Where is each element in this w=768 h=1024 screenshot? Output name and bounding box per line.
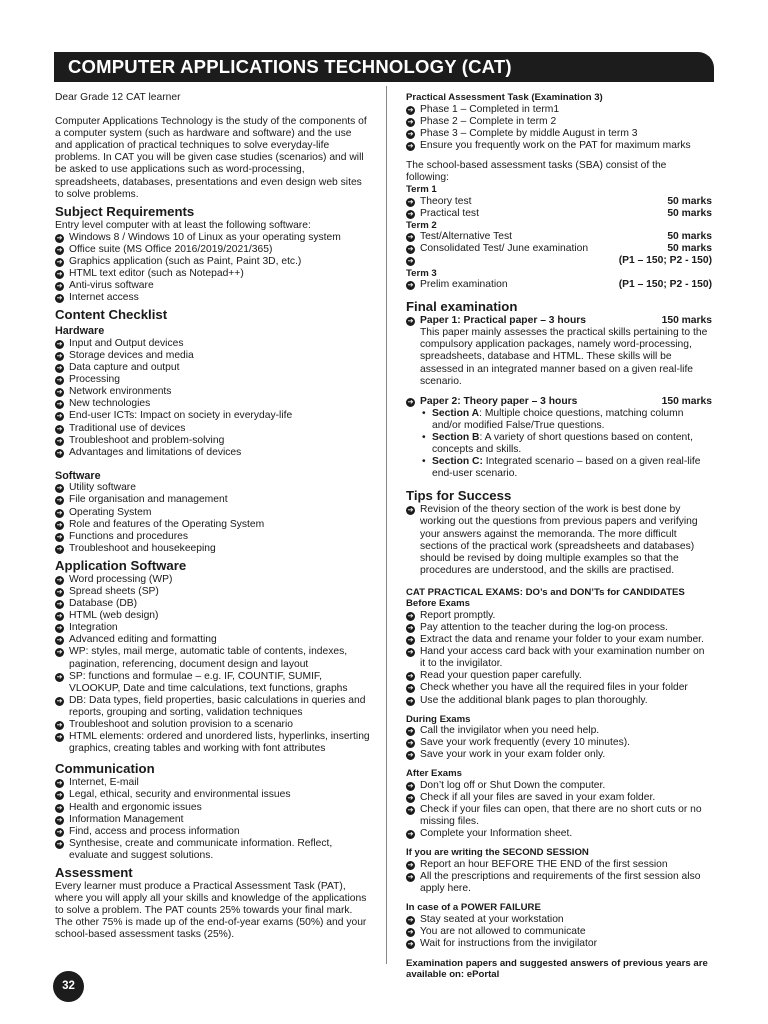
sba-row: [406, 279, 712, 291]
list-item: [406, 682, 712, 694]
arrow-icon: ➔: [56, 509, 63, 517]
arrow-icon: ➔: [407, 398, 414, 406]
list-item: [55, 494, 370, 506]
list-item-text: Traditional use of devices: [69, 422, 186, 434]
assessment-text: Every learner must produce a Practical Assessment Task (PAT), where you will apply all your skills and knowledge of the applications to solve a problem. The PAT counts 25% towards your final mark. The other 75% is made up of the end-of-year exams (50%) and your school-based assessment tasks (25%).: [55, 880, 367, 941]
list-item: [55, 386, 370, 398]
arrow-icon: ➔: [56, 401, 63, 409]
paper1-marks: 150 marks: [661, 315, 712, 327]
arrow-icon: ➔: [56, 589, 63, 596]
arrow-icon: ➔: [407, 258, 414, 266]
content-checklist-heading: Content Checklist: [55, 307, 168, 323]
list-item: [406, 871, 712, 895]
before-exams-list: [406, 610, 712, 707]
list-item-text: Anti-virus software: [69, 280, 154, 292]
list-item-text: Advanced editing and formatting: [69, 634, 217, 646]
list-item-text: Save your work in your exam folder only.: [420, 749, 606, 761]
list-item-text: DB: Data types, field properties, basic calculations in queries and reports, grouping and sorting, validation techniques: [69, 694, 366, 718]
list-item: [55, 410, 370, 422]
arrow-icon: ➔: [407, 673, 414, 681]
arrow-icon: ➔: [56, 840, 63, 848]
sba-row: [406, 243, 712, 255]
list-item-text: Graphics application (such as Paint, Paint 3D, etc.): [69, 256, 302, 268]
subject-requirements-heading: Subject Requirements: [55, 203, 195, 219]
list-item-text: New technologies: [69, 398, 151, 410]
list-item-text: Storage devices and media: [69, 350, 194, 361]
list-item: [55, 543, 370, 555]
list-item: [406, 646, 712, 670]
arrow-icon: ➔: [56, 601, 63, 609]
arrow-icon: ➔: [407, 507, 414, 515]
arrow-icon: ➔: [407, 740, 414, 748]
list-item: [55, 814, 370, 826]
list-item-text: Call the invigilator when you need help.: [420, 725, 600, 737]
list-item: [406, 116, 712, 128]
list-item: [55, 574, 370, 586]
sba-row-marks: (P1 – 150; P2 - 150): [618, 255, 712, 267]
list-item: [55, 435, 370, 447]
term1-heading: Term 1: [406, 184, 437, 196]
list-item: [55, 802, 370, 814]
list-item-text: Synthesise, create and communicate information. Reflect, evaluate and suggest solutions.: [69, 837, 333, 861]
arrow-icon: ➔: [56, 816, 63, 824]
list-item-text: Word processing (WP): [69, 573, 173, 585]
list-item: [406, 128, 712, 140]
list-item: [55, 598, 370, 610]
list-item: [55, 280, 370, 292]
section-b: [406, 432, 712, 456]
list-item-text: Windows 8 / Windows 10 of Linux as your operating system: [69, 231, 341, 243]
list-item: [55, 646, 370, 670]
after-exams-heading: After Exams: [406, 768, 462, 780]
list-item-text: Functions and procedures: [69, 530, 189, 542]
list-item: [55, 507, 370, 519]
list-item-text: Complete your Information sheet.: [420, 828, 573, 840]
arrow-icon: ➔: [56, 722, 63, 730]
arrow-icon: ➔: [407, 282, 414, 290]
greeting: Dear Grade 12 CAT learner: [55, 92, 181, 103]
section-c: [406, 456, 712, 480]
arrow-icon: ➔: [56, 246, 63, 254]
list-item-text: Report promptly.: [420, 609, 496, 621]
section-b-text: : A variety of short questions based on content, concepts and skills.: [432, 431, 694, 456]
paper2-marks: 150 marks: [661, 395, 712, 407]
list-item: [55, 671, 370, 695]
arrow-icon: ➔: [56, 828, 63, 836]
arrow-icon: ➔: [407, 874, 414, 881]
term2-list: [406, 231, 712, 267]
arrow-icon: ➔: [56, 234, 63, 242]
arrow-icon: ➔: [56, 734, 63, 742]
arrow-icon: ➔: [56, 377, 63, 385]
communication-heading: Communication: [55, 761, 155, 777]
pat-list: [406, 104, 712, 152]
list-item: [55, 423, 370, 435]
arrow-icon: ➔: [407, 210, 414, 218]
during-exams-list: [406, 725, 712, 761]
list-item: [55, 232, 370, 244]
list-item-text: Input and Output devices: [69, 337, 184, 349]
application-software-heading: Application Software: [55, 557, 187, 573]
tips-heading: Tips for Success: [406, 488, 512, 504]
list-item-text: Network environments: [69, 386, 172, 398]
second-session-list: [406, 859, 712, 895]
arrow-icon: ➔: [56, 449, 63, 457]
second-session-heading: If you are writing the SECOND SESSION: [406, 847, 589, 859]
arrow-icon: ➔: [56, 437, 63, 445]
list-item: [406, 828, 712, 840]
list-item-text: Report an hour BEFORE THE END of the first session: [420, 858, 668, 870]
page-number: 32: [53, 971, 84, 1002]
list-item-text: Phase 2 – Complete in term 2: [420, 115, 557, 127]
section-a: [406, 408, 712, 432]
list-item: [406, 938, 712, 950]
list-item: [55, 622, 370, 634]
list-item: [55, 482, 370, 494]
term1-list: [406, 196, 712, 220]
sba-row: [406, 231, 712, 243]
list-item: [406, 622, 712, 634]
list-item-text: File organisation and management: [69, 494, 228, 506]
list-item: [406, 749, 712, 761]
arrow-icon: ➔: [407, 612, 414, 620]
arrow-icon: ➔: [407, 625, 414, 632]
list-item: [406, 610, 712, 622]
list-item: [55, 362, 370, 374]
arrow-icon: ➔: [56, 365, 63, 373]
footer-note: Examination papers and suggested answers of previous years are available on: ePortal: [406, 957, 708, 981]
sba-row-label: Prelim examination: [420, 279, 508, 291]
hardware-heading: Hardware: [55, 325, 105, 338]
list-item-text: Role and features of the Operating System: [69, 518, 265, 530]
list-item-text: Don’t log off or Shut Down the computer.: [420, 779, 606, 791]
arrow-icon: ➔: [407, 928, 414, 936]
column-divider: [386, 86, 387, 964]
pat-heading: Practical Assessment Task (Examination 3): [406, 92, 603, 103]
left-column: [55, 92, 370, 941]
paper1-row: [406, 315, 712, 327]
dos-donts-heading: CAT PRACTICAL EXAMS: DO’s and DON’Ts for CANDIDATES: [406, 586, 685, 598]
list-item: [55, 531, 370, 543]
arrow-icon: ➔: [56, 259, 63, 267]
list-item-text: Office suite (MS Office 2016/2019/2021/365): [69, 243, 273, 255]
list-item-text: Wait for instructions from the invigilator: [420, 937, 598, 949]
power-failure-heading: In case of a POWER FAILURE: [406, 902, 541, 914]
paper1-label: Paper 1: Practical paper – 3 hours: [420, 315, 586, 327]
arrow-icon: ➔: [56, 780, 63, 788]
list-item: [55, 731, 370, 755]
arrow-icon: ➔: [56, 340, 63, 348]
section-c-name: Section C:: [432, 456, 483, 468]
list-item: [55, 338, 370, 350]
list-item: [406, 725, 712, 737]
arrow-icon: ➔: [56, 576, 63, 584]
arrow-icon: ➔: [407, 198, 414, 206]
sba-row: [406, 208, 712, 220]
arrow-icon: ➔: [407, 697, 414, 705]
list-item-text: Phase 1 – Completed in term1: [420, 103, 560, 115]
assessment-heading: Assessment: [55, 864, 133, 880]
list-item-text: Check if your files can open, that there are no short cuts or no missing files.: [420, 804, 702, 828]
section-c-text: Integrated scenario – based on a given real-life end-user scenario.: [432, 456, 701, 480]
list-item-text: Processing: [69, 374, 120, 386]
sba-row: [406, 255, 712, 267]
sba-row: [406, 196, 712, 208]
term2-heading: Term 2: [406, 219, 437, 231]
arrow-icon: ➔: [56, 497, 63, 505]
list-item-text: Check if all your files are saved in your exam folder.: [420, 792, 656, 804]
list-item: [406, 670, 712, 682]
software-heading: Software: [55, 469, 101, 482]
list-item: [55, 586, 370, 598]
list-item-text: Health and ergonomic issues: [69, 801, 202, 813]
list-item-text: Legal, ethical, security and environmental issues: [69, 789, 291, 801]
list-item-text: HTML elements: ordered and unordered lists, hyperlinks, inserting graphics, creating tables and working with font attributes: [69, 731, 370, 755]
list-item-text: SP: functions and formulae – e.g. IF, COUNTIF, SUMIF, VLOOKUP, Date and time calculations, text functions, graphs: [69, 670, 348, 694]
arrow-icon: ➔: [407, 649, 414, 657]
list-item-text: Information Management: [69, 813, 184, 825]
list-item-text: HTML (web design): [69, 610, 159, 622]
paper2-row: [406, 396, 712, 408]
arrow-icon: ➔: [407, 782, 414, 790]
intro-paragraph: Computer Applications Technology is the study of the components of a computer system (such as hardware and software) and the use and application of practical techniques to solve everyday-life problems. In CAT you will be given case studies (scenarios) and will be asked to use applications such as word-processing, spreadsheets, databases, presentations and even design web sites to solve problems.: [55, 116, 367, 200]
sba-row-marks: 50 marks: [667, 207, 712, 219]
list-item-text: Ensure you frequently work on the PAT for maximum marks: [420, 139, 691, 151]
arrow-icon: ➔: [56, 533, 63, 541]
list-item-text: Extract the data and rename your folder to your exam number.: [420, 634, 704, 646]
paper2-sections: [406, 408, 712, 481]
list-item: [55, 777, 370, 789]
list-item: [55, 374, 370, 386]
term3-heading: Term 3: [406, 267, 437, 279]
list-item-text: Database (DB): [69, 598, 138, 610]
list-item: [55, 634, 370, 646]
list-item: [55, 519, 370, 531]
list-item: [55, 719, 370, 731]
sba-row-label: Consolidated Test/ June examination: [420, 243, 589, 255]
list-item: [55, 610, 370, 622]
list-item: [406, 104, 712, 116]
subject-requirements-text: Entry level computer with at least the following software:: [55, 219, 311, 231]
list-item: [55, 256, 370, 268]
list-item-text: Advantages and limitations of devices: [69, 446, 242, 458]
section-b-name: Section B: [432, 431, 480, 443]
list-item: [55, 447, 370, 459]
arrow-icon: ➔: [56, 804, 63, 812]
arrow-icon: ➔: [56, 649, 63, 657]
list-item-text: Pay attention to the teacher during the log-on process.: [420, 622, 668, 633]
list-item-text: You are not allowed to communicate: [420, 925, 586, 937]
arrow-icon: ➔: [56, 425, 63, 433]
list-item: [55, 268, 370, 280]
arrow-icon: ➔: [56, 697, 63, 705]
during-exams-heading: During Exams: [406, 713, 471, 725]
list-item-text: Spread sheets (SP): [69, 586, 159, 597]
list-item-text: HTML text editor (such as Notepad++): [69, 268, 244, 280]
arrow-icon: ➔: [407, 637, 414, 645]
arrow-icon: ➔: [407, 807, 414, 815]
sba-row-marks: 50 marks: [667, 231, 712, 243]
arrow-icon: ➔: [407, 728, 414, 736]
arrow-icon: ➔: [56, 625, 63, 633]
sba-row-marks: 50 marks: [667, 243, 712, 255]
arrow-icon: ➔: [407, 246, 414, 254]
list-item: [55, 789, 370, 801]
arrow-icon: ➔: [56, 792, 63, 800]
list-item-text: Troubleshoot and solution provision to a scenario: [69, 719, 293, 731]
list-item-text: Troubleshoot and problem-solving: [69, 434, 225, 446]
sba-row-marks: (P1 – 150; P2 - 150): [618, 279, 712, 291]
list-item: [406, 780, 712, 792]
list-item-text: Find, access and process information: [69, 825, 240, 837]
arrow-icon: ➔: [56, 271, 63, 279]
list-item-text: Operating System: [69, 506, 152, 518]
right-column: [406, 92, 712, 981]
list-item: [55, 826, 370, 838]
page-title-banner: COMPUTER APPLICATIONS TECHNOLOGY (CAT): [54, 52, 714, 82]
list-item-text: Integration: [69, 622, 118, 634]
list-item: [55, 398, 370, 410]
list-item: [406, 695, 712, 707]
arrow-icon: ➔: [407, 118, 414, 126]
arrow-icon: ➔: [56, 637, 63, 645]
list-item-text: Troubleshoot and housekeeping: [69, 542, 216, 554]
arrow-icon: ➔: [56, 521, 63, 529]
list-item: [406, 914, 712, 926]
arrow-icon: ➔: [407, 916, 414, 924]
arrow-icon: ➔: [407, 142, 414, 150]
section-a-name: Section A: [432, 407, 480, 419]
list-item: [406, 792, 712, 804]
sba-row-label: Practical test: [420, 207, 479, 219]
software-list: [55, 482, 370, 555]
paper1-text: This paper mainly assesses the practical skills pertaining to the compulsory application packages, namely word-processing, spreadsheets, database and HTML. These skills will be assessed in an integrated manner based on a given real-life scenario.: [420, 327, 708, 387]
sba-row-marks: 50 marks: [667, 195, 712, 207]
list-item-text: End-user ICTs: Impact on society in everyday-life: [69, 410, 293, 422]
sba-intro: The school-based assessment tasks (SBA) consist of the following:: [406, 159, 667, 183]
arrow-icon: ➔: [56, 613, 63, 621]
final-exam-heading: Final examination: [406, 299, 518, 315]
list-item-text: Read your question paper carefully.: [420, 670, 582, 682]
before-exams-heading: Before Exams: [406, 598, 470, 610]
tips-item: [406, 504, 712, 577]
paper2-label: Paper 2: Theory paper – 3 hours: [420, 395, 578, 407]
arrow-icon: ➔: [56, 353, 63, 360]
list-item: [406, 926, 712, 938]
arrow-icon: ➔: [56, 295, 63, 303]
arrow-icon: ➔: [407, 685, 414, 693]
arrow-icon: ➔: [56, 283, 63, 291]
list-item: [55, 244, 370, 256]
communication-list: [55, 777, 370, 862]
list-item-text: Use the additional blank pages to plan thoroughly.: [420, 694, 648, 706]
list-item-text: WP: styles, mail merge, automatic table of contents, indexes, pagination, referencing, document design and layout: [69, 646, 348, 670]
arrow-icon: ➔: [407, 752, 414, 760]
arrow-icon: ➔: [56, 413, 63, 421]
list-item: [55, 350, 370, 362]
list-item-text: Stay seated at your workstation: [420, 913, 564, 925]
list-item-text: Internet, E-mail: [69, 777, 139, 789]
arrow-icon: ➔: [407, 106, 414, 114]
term3-list: [406, 279, 712, 291]
list-item: [55, 695, 370, 719]
list-item: [55, 292, 370, 304]
hardware-list: [55, 338, 370, 459]
list-item: [406, 140, 712, 152]
list-item-text: Check whether you have all the required files in your folder: [420, 682, 688, 694]
arrow-icon: ➔: [56, 389, 63, 397]
list-item: [406, 804, 712, 828]
arrow-icon: ➔: [407, 234, 414, 242]
application-software-list: [55, 574, 370, 755]
list-item-text: Internet access: [69, 292, 139, 304]
list-item: [55, 838, 370, 862]
list-item-text: All the prescriptions and requirements of the first session also apply here.: [420, 871, 701, 895]
list-item: [406, 634, 712, 646]
list-item-text: Utility software: [69, 482, 136, 494]
arrow-icon: ➔: [407, 831, 414, 839]
arrow-icon: ➔: [407, 940, 414, 948]
arrow-icon: ➔: [407, 130, 414, 138]
section-a-text: : Multiple choice questions, matching column and/or modified False/True questions.: [432, 407, 684, 431]
arrow-icon: ➔: [407, 318, 414, 326]
tips-text: Revision of the theory section of the work is best done by working out the questions from previous papers and verifying your answers against the memoranda. The more difficult sections of the practical work (spreadsheets and databases) should be revised by doing multiple examples so that the procedures are understood, and the skills are practised.: [420, 504, 698, 576]
list-item-text: Save your work frequently (every 10 minutes).: [420, 737, 631, 749]
after-exams-list: [406, 780, 712, 840]
sba-row-label: Test/Alternative Test: [420, 231, 512, 243]
arrow-icon: ➔: [56, 545, 63, 553]
list-item-text: Phase 3 – Complete by middle August in term 3: [420, 127, 638, 139]
list-item-text: Data capture and output: [69, 362, 180, 374]
arrow-icon: ➔: [56, 673, 63, 681]
subject-requirements-list: [55, 232, 370, 305]
sba-row-label: Theory test: [420, 195, 472, 207]
arrow-icon: ➔: [56, 485, 63, 493]
list-item-text: Hand your access card back with your examination number on it to the invigilator.: [420, 646, 705, 670]
list-item: [406, 737, 712, 749]
arrow-icon: ➔: [407, 861, 414, 869]
arrow-icon: ➔: [407, 795, 414, 803]
list-item: [406, 859, 712, 871]
power-failure-list: [406, 914, 712, 950]
